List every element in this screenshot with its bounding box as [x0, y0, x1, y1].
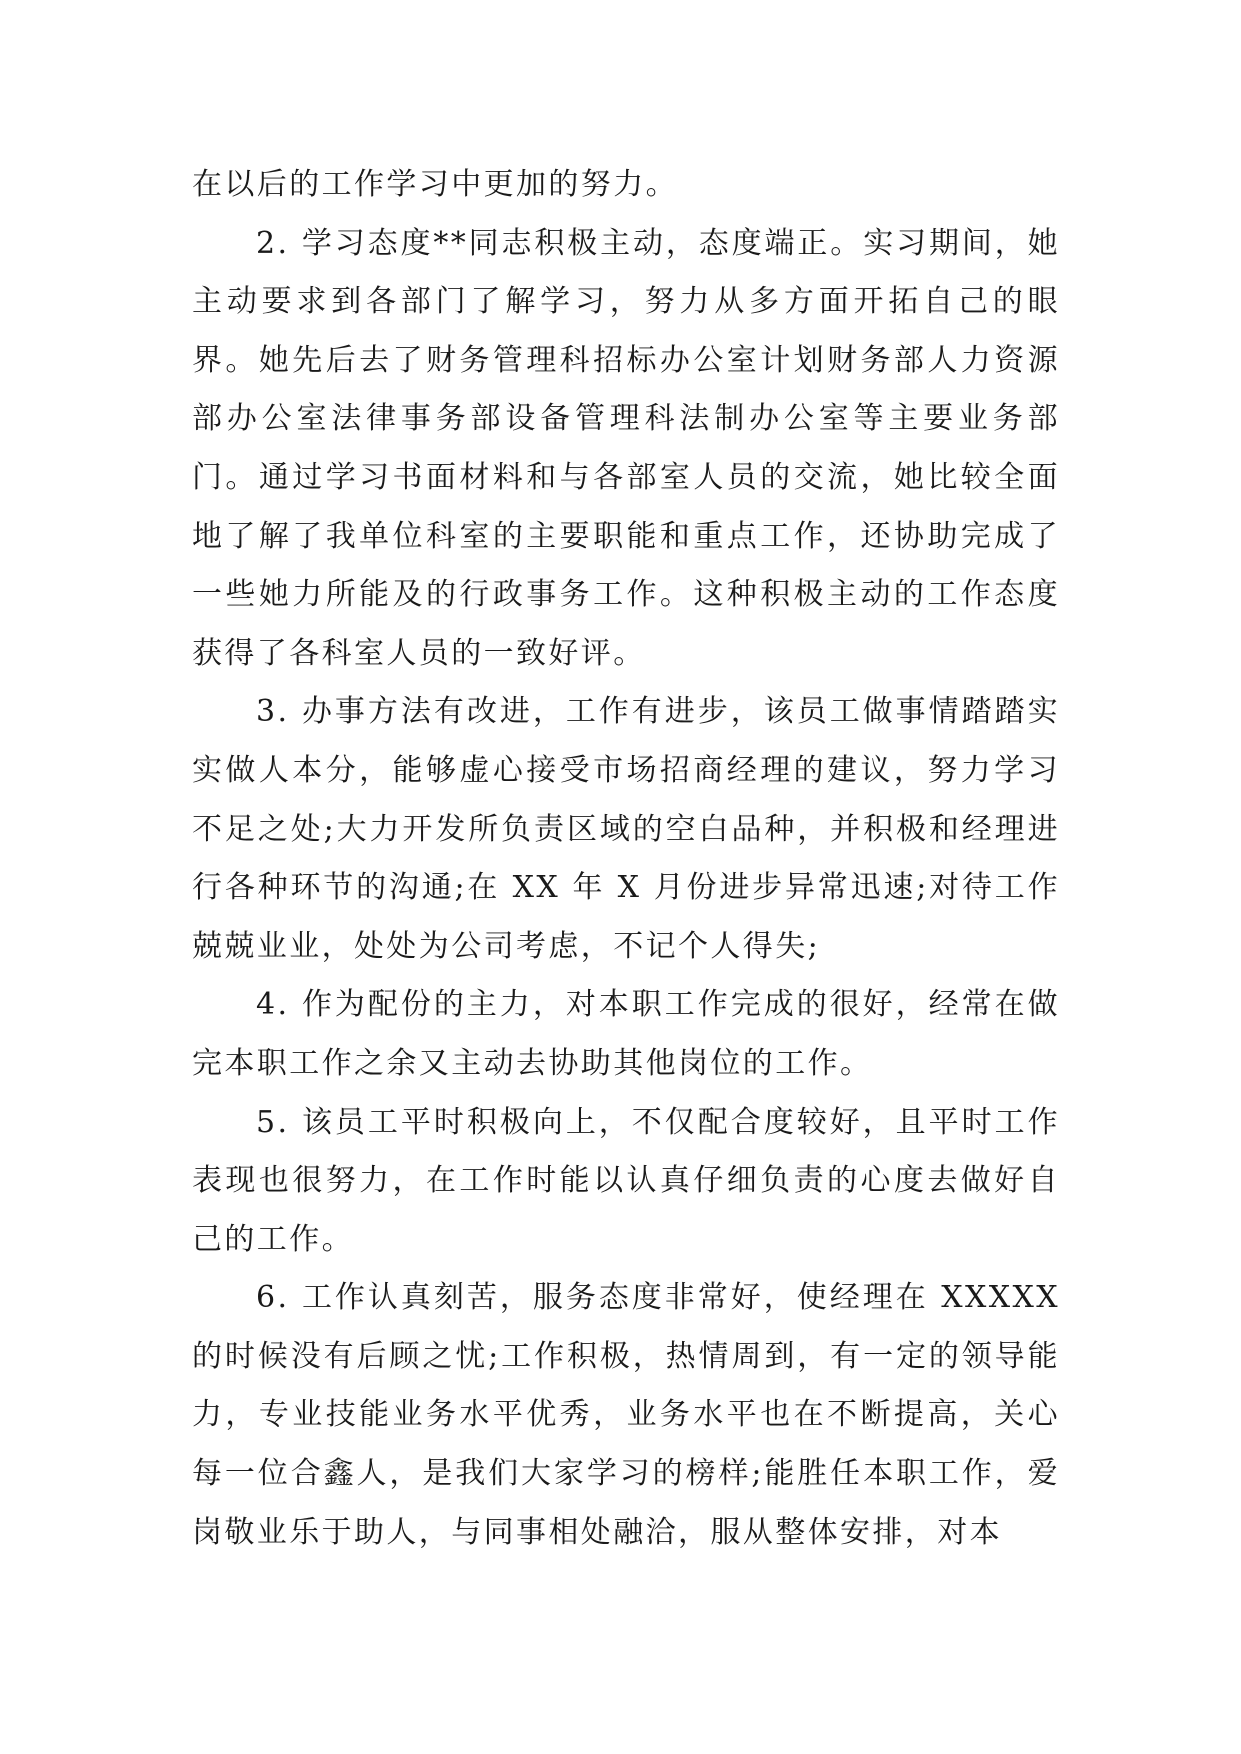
paragraph-continuation: 在以后的工作学习中更加的努力。 [192, 167, 678, 202]
paragraph-item-5: 5. 该员工平时积极向上，不仅配合度较好，且平时工作表现也很努力，在工作时能以认真仔细负责的心度去做好自己的工作。 [192, 1104, 1060, 1257]
paragraph-item-4: 4. 作为配份的主力，对本职工作完成的很好，经常在做完本职工作之余又主动去协助其他岗位的工作。 [192, 987, 1060, 1081]
paragraph-item-3: 3. 办事方法有改进，工作有进步，该员工做事情踏踏实实做人本分，能够虚心接受市场招商经理的建议，努力学习不足之处;大力开发所负责区域的空白品种，并积极和经理进行各种环节的沟通;在 XX 年 X 月份进步异常迅速;对待工作兢兢业业，处处为公司考虑，不记个人得失; [192, 694, 1060, 964]
document-body [192, 156, 1060, 1562]
paragraph-item-6: 6. 工作认真刻苦，服务态度非常好，使经理在 XXXXX 的时候没有后顾之忧;工作积极，热情周到，有一定的领导能力，专业技能业务水平优秀，业务水平也在不断提高，关心每一位合鑫人，是我们大家学习的榜样;能胜任本职工作，爱岗敬业乐于助人，与同事相处融洽，服从整体安排，对本 [192, 1280, 1060, 1550]
paragraph-item-2: 2. 学习态度**同志积极主动，态度端正。实习期间，她主动要求到各部门了解学习，努力从多方面开拓自己的眼界。她先后去了财务管理科招标办公室计划财务部人力资源部办公室法律事务部设备管理科法制办公室等主要业务部门。通过学习书面材料和与各部室人员的交流，她比较全面地了解了我单位科室的主要职能和重点工作，还协助完成了一些她力所能及的行政事务工作。这种积极主动的工作态度获得了各科室人员的一致好评。 [192, 225, 1060, 671]
